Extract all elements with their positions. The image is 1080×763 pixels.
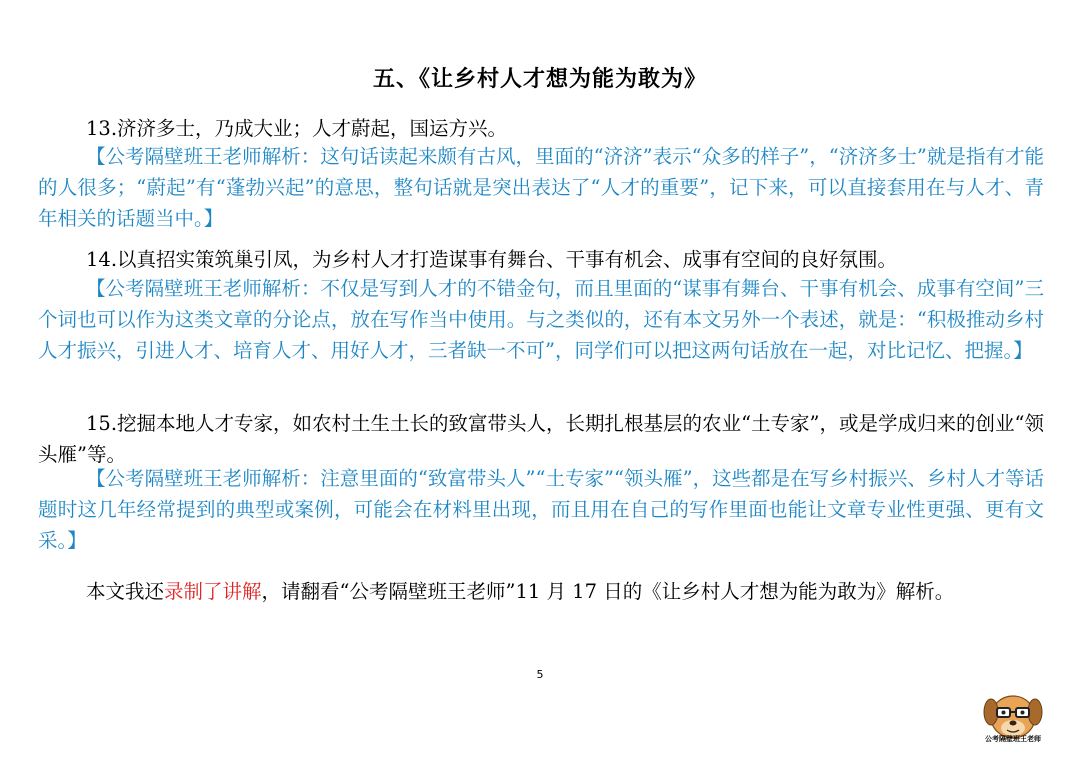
analysis-15: 【公考隔壁班王老师解析：注意里面的“致富带头人”“土专家”“领头雁”，这些都是在写乡村振兴、乡村人才等话题时这几年经常提到的典型或案例，可能会在材料里出现，而且用在自己的写作里面也能让文章专业性更强、更有文采。】 <box>38 467 1044 552</box>
closing-paragraph <box>38 576 1044 607</box>
closing-text-after: ，请翻看“公考隔壁班王老师”11 月 17 日的《让乡村人才想为能为敢为》解析。 <box>261 580 955 603</box>
analysis-13: 【公考隔壁班王老师解析：这句话读起来颇有古风，里面的“济济”表示“众多的样子”，“济济多士”就是指有才能的人很多；“蔚起”有“蓬勃兴起”的意思，整句话就是突出表达了“人才的重要”，记下来，可以直接套用在与人才、青年相关的话题当中。】 <box>38 145 1044 230</box>
closing-text-before: 本文我还 <box>86 580 165 603</box>
quote-15: 15.挖掘本地人才专家，如农村土生土长的致富带头人，长期扎根基层的农业“土专家”，或是学成归来的创业“领头雁”等。 <box>38 412 1044 466</box>
section-title: 五、《让乡村人才想为能为敢为》 <box>372 67 707 92</box>
quote-13: 13.济济多士，乃成大业；人才蔚起，国运方兴。 <box>86 117 508 140</box>
page-number: 5 <box>536 668 544 681</box>
recording-highlight: 录制了讲解 <box>164 580 262 603</box>
analysis-14: 【公考隔壁班王老师解析：不仅是写到人才的不错金句，而且里面的“谋事有舞台、干事有机会、成事有空间”三个词也可以作为这类文章的分论点，放在写作当中使用。与之类似的，还有本文另外一个表述，就是：“积极推动乡村人才振兴，引进人才、培育人才、用好人才，三者缺一不可”，同学们可以把这两句话放在一起，对比记忆、把握。】 <box>38 277 1044 362</box>
logo-caption: 公考隔壁班王老师 <box>985 735 1041 743</box>
quote-14: 14.以真招实策筑巢引凤，为乡村人才打造谋事有舞台、干事有机会、成事有空间的良好氛围。 <box>86 248 898 271</box>
